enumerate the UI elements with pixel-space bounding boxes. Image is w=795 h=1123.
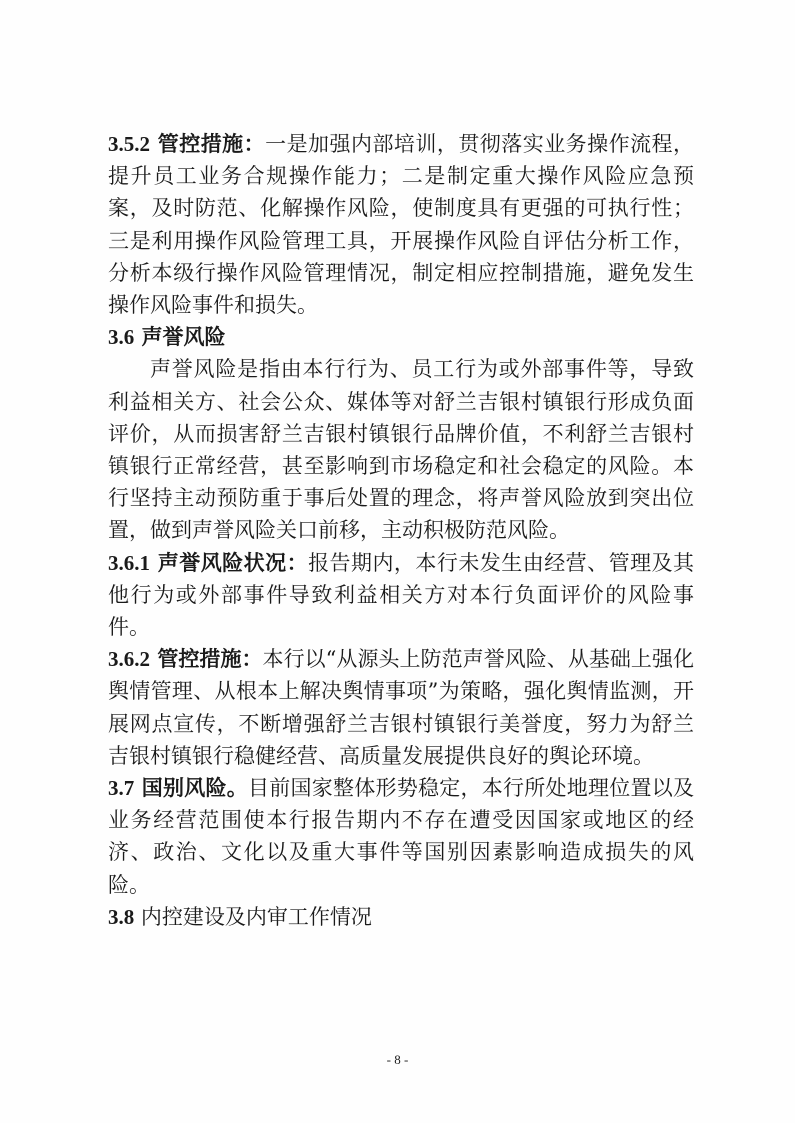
section-text: 报告期内，本行未发生由经营、管理及其他行为或外部事件导致利益相关方对本行负面评价的风险事件。 [108, 550, 695, 640]
section-text: 本行以“从源头上防范声誉风险、从基础上强化舆情管理、从根本上解决舆情事项”为策略，强化舆情监测，开展网点宣传，不断增强舒兰吉银村镇银行美誉度，努力为舒兰吉银村镇银行稳健经营、高质量发展提供良好的舆论环境。 [108, 647, 694, 768]
document-body [108, 128, 694, 933]
section-heading: 声誉风险状况： [150, 549, 309, 575]
section-number: 3.6.2 [108, 647, 150, 672]
section-text: 一是加强内部培训，贯彻落实业务操作流程，提升员工业务合规操作能力；二是制定重大操作风险应急预案，及时防范、化解操作风险，使制度具有更强的可执行性；三是利用操作风险管理工具，开展操作风险自评估分析工作，分析本级行操作风险管理情况，制定相应控制措施，避免发生操作风险事件和损失。 [108, 132, 695, 318]
page-number: - 8 - [386, 1052, 409, 1067]
section-heading: 国别风险。 [134, 775, 249, 801]
section-number: 3.7 [108, 776, 135, 801]
section-number: 3.8 [108, 904, 135, 929]
heading-3-6 [108, 321, 694, 353]
paragraph-3-6-2 [108, 643, 694, 772]
paragraph-3-5-2 [108, 128, 694, 321]
paragraph-3-7 [108, 772, 694, 901]
section-heading: 声誉风险 [134, 324, 226, 350]
section-number: 3.6.1 [108, 550, 150, 575]
section-text: 目前国家整体形势稳定，本行所处地理位置以及业务经营范围使本行报告期内不存在遭受因国家或地区的经济、政治、文化以及重大事件等国别因素影响造成损失的风险。 [108, 776, 694, 897]
section-number: 3.6 [108, 325, 135, 350]
paragraph-3-6: 声誉风险是指由本行行为、员工行为或外部事件等，导致利益相关方、社会公众、媒体等对舒兰吉银村镇银行形成负面评价，从而损害舒兰吉银村镇银行品牌价值，不利舒兰吉银村镇银行正常经营，甚至影响到市场稳定和社会稳定的风险。本行坚持主动预防重于事后处置的理念，将声誉风险放到突出位置，做到声誉风险关口前移，主动积极防范风险。 [108, 357, 694, 543]
section-heading: 管控措施： [150, 646, 263, 672]
section-heading: 内控建设及内审工作情况 [134, 904, 372, 929]
section-heading: 管控措施： [150, 131, 266, 156]
heading-3-8 [108, 901, 694, 933]
section-number: 3.5.2 [108, 132, 150, 156]
paragraph-3-6-1 [108, 547, 694, 644]
